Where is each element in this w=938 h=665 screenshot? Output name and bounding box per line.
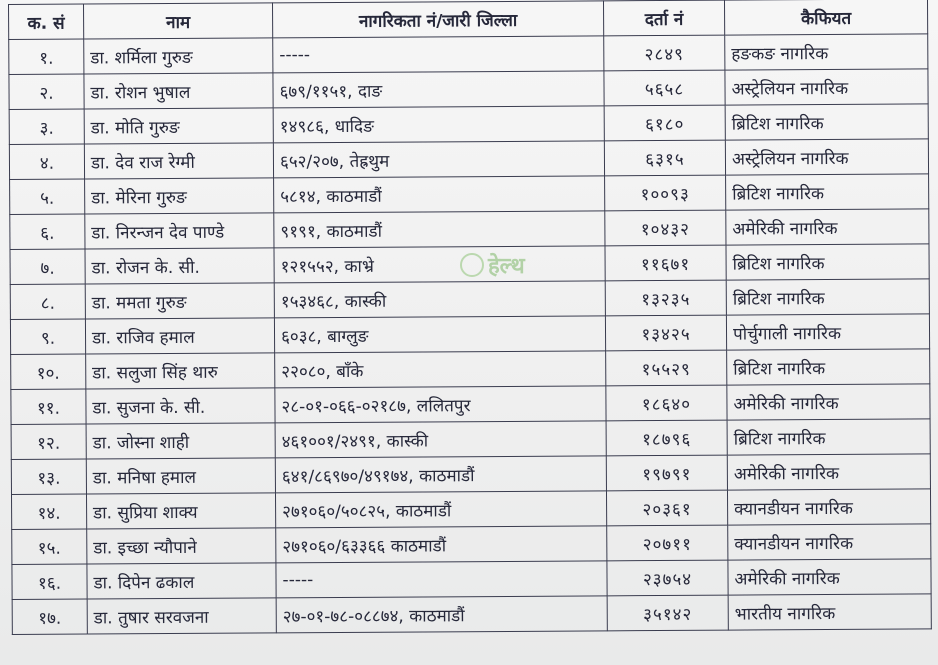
cell-name: डा. सुजना के. सी. [86, 388, 275, 424]
cell-registration-number: १८७९६ [606, 420, 727, 456]
cell-remarks: अमेरिकी नागरिक [727, 454, 930, 490]
cell-remarks: ब्रिटिश नागरिक [725, 104, 928, 140]
cell-remarks: ब्रिटिश नागरिक [727, 349, 930, 385]
table-row [10, 209, 929, 250]
table-row [9, 34, 928, 75]
cell-name: डा. निरन्जन देव पाण्डे [85, 213, 274, 249]
cell-registration-number: १३२३५ [605, 280, 726, 316]
table-row [12, 524, 931, 565]
cell-name: डा. तुषार सरवजना [87, 598, 276, 634]
cell-serial-number: १. [9, 39, 84, 74]
cell-name: डा. मनिषा हमाल [86, 458, 275, 494]
table-row [10, 314, 929, 355]
doctor-register-table [8, 0, 932, 635]
cell-remarks: ब्रिटिश नागरिक [727, 419, 930, 455]
cell-serial-number: ६. [10, 214, 85, 249]
cell-name: डा. इच्छा न्यौपाने [87, 528, 276, 564]
cell-serial-number: ११. [11, 389, 86, 424]
header-registration-number: दर्ता नं [603, 0, 724, 36]
table-row [11, 349, 930, 390]
table-body [9, 34, 932, 635]
table-row [9, 139, 928, 180]
cell-registration-number: ६३१५ [604, 140, 725, 176]
cell-name: डा. शर्मिला गुरुङ [84, 38, 273, 74]
table-row [9, 104, 928, 145]
cell-citizenship: ६०३८, बाग्लुङ [274, 316, 605, 353]
cell-serial-number: ७. [10, 249, 85, 284]
watermark [460, 250, 525, 280]
cell-registration-number: १०४३२ [605, 210, 726, 246]
cell-citizenship: ----- [273, 36, 604, 73]
header-remarks: कैफियत [724, 0, 927, 35]
table-row [11, 384, 930, 425]
cell-registration-number: २८४९ [604, 35, 725, 71]
cell-name: डा. रोजन के. सी. [85, 248, 274, 284]
table-row [9, 69, 928, 110]
table-row [11, 489, 930, 530]
cell-citizenship: ५८१४, काठमाडौं [274, 176, 605, 213]
cell-citizenship: २८-०१-०६६-०२१८७, ललितपुर [275, 386, 606, 423]
table-row [10, 174, 929, 215]
cell-registration-number: ३५१४२ [607, 595, 728, 631]
cell-remarks: ब्रिटिश नागरिक [726, 279, 929, 315]
cell-remarks: अमेरिकी नागरिक [727, 384, 930, 420]
cell-citizenship: ४६१००१/२४९१, कास्की [275, 421, 606, 458]
cell-remarks: भारतीय नागरिक [728, 594, 931, 630]
cell-citizenship: ६५२/२०७, तेह्रथुम [273, 141, 604, 178]
table-row [11, 419, 930, 460]
cell-name: डा. रोशन भुषाल [84, 73, 273, 109]
cell-citizenship: २७१०६०/६३३६६ काठमाडौं [276, 526, 607, 563]
cell-registration-number: ६१८० [604, 105, 725, 141]
cell-serial-number: १०. [11, 354, 86, 389]
cell-citizenship: १२१५५२, काभ्रे [274, 246, 605, 283]
cell-citizenship: २७-०१-७८-०८८७४, काठमाडौं [276, 596, 607, 633]
leaf-logo-icon [460, 253, 484, 277]
cell-serial-number: ३. [9, 109, 84, 144]
cell-remarks: अमेरिकी नागरिक [726, 209, 929, 245]
table-row [11, 454, 930, 495]
table-row [12, 559, 931, 600]
cell-citizenship: १४९८६, धादिङ [273, 106, 604, 143]
cell-citizenship: ६७९/११५१, दाङ [273, 71, 604, 108]
cell-registration-number: १९७९१ [606, 455, 727, 491]
cell-name: डा. मोति गुरुङ [84, 108, 273, 144]
cell-name: डा. राजिव हमाल [85, 318, 274, 354]
header-row [9, 0, 928, 39]
cell-serial-number: १४. [11, 494, 86, 529]
header-name: नाम [84, 3, 273, 39]
cell-citizenship: ६४१/८६९७०/४९१७४, काठमाडौं [275, 456, 606, 493]
cell-registration-number: ५६५८ [604, 70, 725, 106]
header-serial-number: क. सं [9, 4, 84, 39]
cell-serial-number: ५. [10, 179, 85, 214]
cell-serial-number: १३. [11, 459, 86, 494]
header-citizenship: नागरिकता नं/जारी जिल्ला [272, 1, 603, 38]
cell-registration-number: १५५२९ [606, 350, 727, 386]
cell-name: डा. सलुजा सिंह थारु [86, 353, 275, 389]
cell-name: डा. सुप्रिया शाक्य [86, 493, 275, 529]
cell-registration-number: १००९३ [605, 175, 726, 211]
cell-name: डा. जोस्ना शाही [86, 423, 275, 459]
cell-remarks: ब्रिटिश नागरिक [726, 174, 929, 210]
table-row [12, 594, 931, 635]
cell-remarks: क्यानडीयन नागरिक [728, 524, 931, 560]
cell-name: डा. दिपेन ढकाल [87, 563, 276, 599]
cell-serial-number: १५. [12, 529, 87, 564]
cell-remarks: अस्ट्रेलियन नागरिक [725, 69, 928, 105]
cell-remarks: ब्रिटिश नागरिक [726, 244, 929, 280]
cell-registration-number: २३७५४ [607, 560, 728, 596]
cell-name: डा. देव राज रेग्मी [84, 143, 273, 179]
cell-remarks: पोर्चुगाली नागरिक [726, 314, 929, 350]
cell-registration-number: २०७११ [607, 525, 728, 561]
watermark-text: हेल्थ [488, 254, 525, 279]
cell-citizenship: ९१९१, काठमाडौं [274, 211, 605, 248]
cell-serial-number: ९. [10, 319, 85, 354]
table-row [10, 279, 929, 320]
cell-remarks: हङकङ नागरिक [725, 34, 928, 70]
table-header [9, 0, 928, 39]
cell-registration-number: २०३६१ [606, 490, 727, 526]
cell-registration-number: ११६७१ [605, 245, 726, 281]
cell-name: डा. ममता गुरुङ [85, 283, 274, 319]
cell-citizenship: २२०८०, बाँके [275, 351, 606, 388]
cell-remarks: अमेरिकी नागरिक [728, 559, 931, 595]
cell-serial-number: १६. [12, 564, 87, 599]
cell-registration-number: १३४२५ [605, 315, 726, 351]
cell-serial-number: ४. [9, 144, 84, 179]
cell-serial-number: ८. [10, 284, 85, 319]
cell-name: डा. मेरिना गुरुङ [85, 178, 274, 214]
cell-remarks: अस्ट्रेलियन नागरिक [725, 139, 928, 175]
cell-remarks: क्यानडीयन नागरिक [727, 489, 930, 525]
cell-serial-number: २. [9, 74, 84, 109]
cell-citizenship: ----- [276, 561, 607, 598]
cell-serial-number: १७. [12, 599, 87, 634]
cell-citizenship: २७१०६०/५०८२५, काठमाडौं [275, 491, 606, 528]
cell-citizenship: १५३४६८, कास्की [274, 281, 605, 318]
cell-serial-number: १२. [11, 424, 86, 459]
cell-registration-number: १८६४० [606, 385, 727, 421]
